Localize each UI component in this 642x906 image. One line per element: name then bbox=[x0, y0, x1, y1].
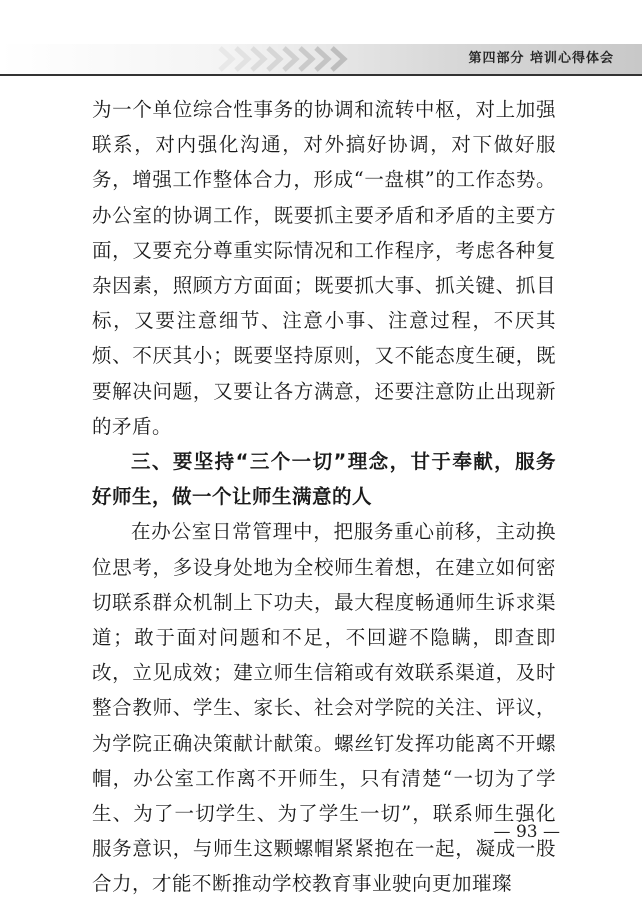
section-heading: 三、要坚持“三个一切”理念，甘于奉献，服务好师生，做一个让师生满意的人 bbox=[92, 450, 556, 509]
paragraph-continued: 为一个单位综合性事务的协调和流转中枢，对上加强联系，对内强化沟通，对外搞好协调，对下做好服务，增强工作整体合力，形成“一盘棋”的工作态势。办公室的协调工作，既要抓主要矛盾和矛盾的主要方面，又要充分尊重实际情况和工作程序，考虑各种复杂因素，照顾方方面面；既要抓大事、抓关键、抓目标，又要注意细节、注意小事、注意过程，不厌其烦、不厌其小；既要坚持原则，又不能态度生硬，既要解决问题，又要让各方满意，还要注意防止出现新的矛盾。 bbox=[92, 98, 556, 438]
paragraph: 在办公室日常管理中，把服务重心前移，主动换位思考，多设身处地为全校师生着想，在建立如何密切联系群众机制上下功夫，最大程度畅通师生诉求渠道；敢于面对问题和不足，不回避不隐瞒，即查即改，立见成效；建立师生信箱或有效联系渠道，及时整合教师、学生、家长、社会对学院的关注、评议，为学院正确决策献计献策。螺丝钉发挥功能离不开螺帽，办公室工作离不开师生，只有清楚“一切为了学生、为了一切学生、为了学生一切”，联系师生强化服务意识，与师生这颗螺帽紧紧抱在一起，凝成一股合力，才能不断推动学校教育事业驶向更加璀璨 bbox=[92, 520, 556, 896]
page-body bbox=[92, 92, 556, 902]
chevron-decoration-icon bbox=[210, 44, 410, 74]
section-title: 第四部分 培训心得体会 bbox=[468, 51, 614, 66]
header-divider bbox=[0, 74, 642, 76]
page-number: — 93 — bbox=[493, 822, 560, 842]
